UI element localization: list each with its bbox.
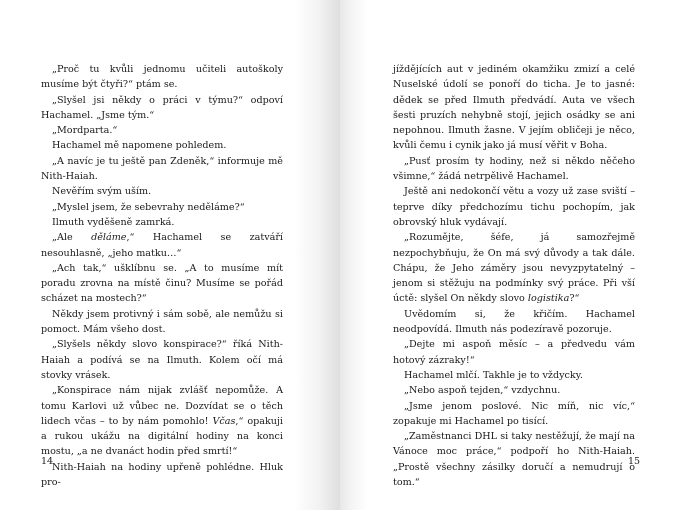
paragraph: Uvědomím si, že křičím. Hachamel neodpovídá. Ilmuth nás podezíravě pozoruje.	[393, 308, 635, 336]
right-page	[340, 0, 680, 510]
paragraph: „A navíc je tu ještě pan Zdeněk,“ informuje mě Nith-Haiah.	[41, 155, 283, 183]
paragraph: „Slyšel jsi někdy o práci v týmu?“ odpoví Hachamel. „Jsme tým.“	[41, 94, 283, 121]
paragraph	[41, 230, 283, 261]
paragraph: Nevěřím svým uším.	[52, 186, 152, 198]
page-number: 15	[628, 456, 641, 467]
paragraph: Někdy jsem protivný i sám sobě, ale nemůžu si pomoct. Mám všeho dost.	[41, 308, 283, 336]
paragraph: „Nebo aspoň tejden,“ vzdychnu.	[404, 385, 561, 397]
emphasis: děláme	[91, 232, 127, 244]
paragraph: „Zaměstnanci DHL si taky nestěžují, že mají na Vánoce moc práce,“ podpoří ho Nith-Haiah. „Prostě všechny zásilky doručí a nemudrují o tom.“	[393, 431, 635, 489]
paragraph: „Mordparta.“	[52, 125, 118, 137]
paragraph: „Ach tak,“ ušklíbnu se. „A to musíme mít poradu zrovna na místě činu? Musíme se pořád scházet na mostech?“	[41, 262, 283, 305]
paragraph: Hachamel mlčí. Takhle je to vždycky.	[404, 369, 583, 381]
right-page-text	[393, 62, 635, 490]
paragraph: „Slyšels někdy slovo konspirace?“ říká Nith-Haiah a podívá se na Ilmuth. Kolem očí má stovky vrásek.	[41, 339, 283, 381]
left-page-text	[41, 62, 283, 490]
text-run: „Ale	[52, 232, 92, 244]
paragraph: Hachamel mě napomene pohledem.	[52, 140, 227, 152]
page-number: 14	[41, 456, 54, 467]
paragraph: Ilmuth vyděšeně zamrká.	[52, 216, 175, 228]
paragraph: Nith-Haiah na hodiny upřeně pohlédne. Hluk pro-	[41, 461, 283, 489]
paragraph: „Pusť prosím ty hodiny, než si někdo něčeho všimne,“ žádá netrpělivě Hachamel.	[393, 155, 635, 183]
paragraph: Ještě ani nedokončí větu a vozy už zase sviští – teprve díky předchozímu tichu pochopím, jak obrovský hluk vydávají.	[393, 186, 635, 228]
left-gutter-shadow	[294, 0, 340, 510]
paragraph: „Dejte mi aspoň měsíc – a předvedu vám hotový zázraky!“	[393, 339, 635, 366]
paragraph: „Myslel jsem, že sebevrahy neděláme?“	[52, 201, 245, 213]
text-run: ,“ Hachamel se zatváří nesouhlasně, „jeho matku…“	[41, 232, 283, 259]
text-run: „Rozumějte, šéfe, já samozřejmě nezpochybňuju, že On má svý důvody a tak dále. Chápu, že Jeho záměry jsou nevyzpytatelný – jenom si stěžuju na podmínky svý práce. Při vší úctě: slyšel On někdy slovo	[393, 232, 635, 305]
paragraph: „Proč tu kvůli jednomu učiteli autoškoly musíme být čtyři?“ ptám se.	[41, 64, 283, 91]
text-run: „Konspirace nám nijak zvlášť nepomůže. A tomu Karlovi už vůbec ne. Dozvídat se o těch lidech včas – to by nám pomohlo!	[41, 385, 283, 427]
paragraph: „Jsme jenom poslové. Nic míň, nic víc,“ zopakuje mi Hachamel po tisící.	[393, 400, 635, 427]
paragraph	[41, 383, 283, 459]
right-gutter-shadow	[340, 0, 368, 510]
paragraph	[393, 230, 635, 306]
paragraph: jíždějících aut v jediném okamžiku zmizí a celé Nuselské údolí se ponoří do ticha. Je to jasné: dědek se před Ilmuth předvádí. Auta ve všech šesti pruzích nehybně stojí, jejich osádky se ani nepohnou. Ilmuth žasne. V jejím obličeji je něco, kvůli čemu i cynik jako já musí věřit v Boha.	[393, 64, 635, 152]
emphasis: logistika	[527, 293, 570, 305]
text-run: ,“ opakuji a rukou ukážu na digitální hodiny na konci mostu, „a ne dvanáct hodin před smrtí!“	[41, 415, 283, 458]
text-run: ?“	[569, 293, 580, 305]
emphasis: Včas	[212, 415, 236, 427]
